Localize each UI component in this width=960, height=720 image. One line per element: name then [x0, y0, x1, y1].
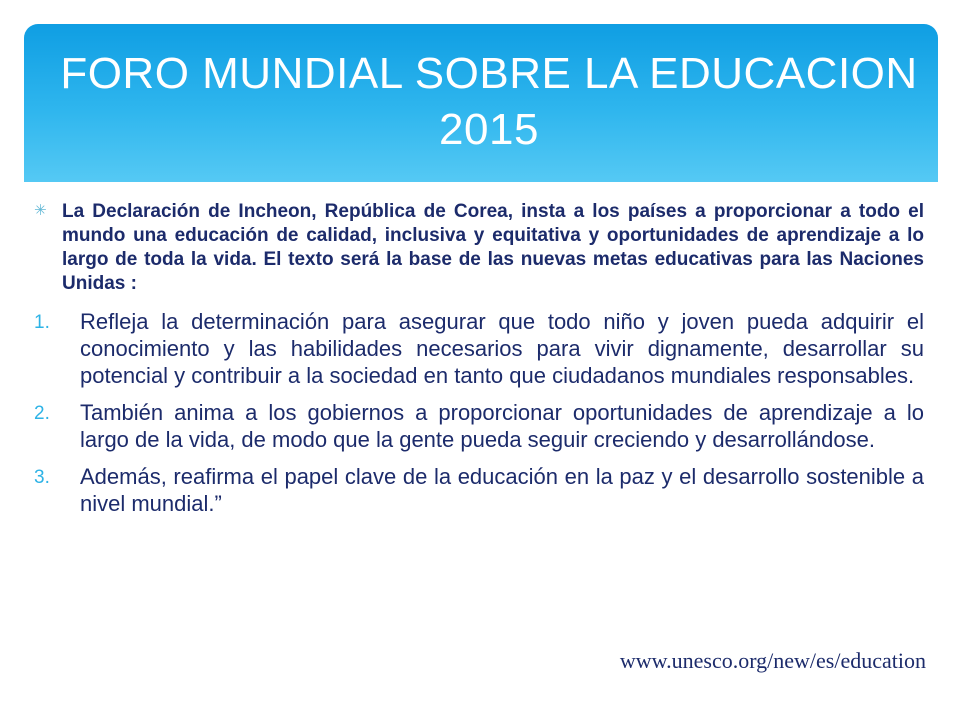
list-item [34, 399, 924, 453]
slide-content [34, 200, 924, 527]
list-item-text: También anima a los gobiernos a proporcionar oportunidades de aprendizaje a lo largo de la vida, de modo que la gente pueda seguir creciendo y desarrollándose. [80, 400, 924, 452]
asterisk-bullet-icon: ✳ [34, 202, 47, 219]
numbered-list [34, 308, 924, 517]
slide-title: FORO MUNDIAL SOBRE LA EDUCACION 2015 [60, 49, 918, 154]
list-item [34, 308, 924, 389]
list-item [34, 463, 924, 517]
list-item-number: 3. [34, 467, 50, 488]
list-item-number: 1. [34, 312, 50, 333]
intro-paragraph [34, 200, 924, 296]
list-item-number: 2. [34, 403, 50, 424]
source-url: www.unesco.org/new/es/education [619, 648, 926, 673]
list-item-text: Además, reafirma el papel clave de la educación en la paz y el desarrollo sostenible a nivel mundial.” [80, 464, 924, 516]
list-item-text: Refleja la determinación para asegurar que todo niño y joven pueda adquirir el conocimiento y las habilidades necesarios para vivir dignamente, desarrollar su potencial y contribuir a la sociedad en tanto que ciudadanos mundiales responsables. [80, 309, 924, 388]
intro-text: La Declaración de Incheon, República de Corea, insta a los países a proporcionar a todo el mundo una educación de calidad, inclusiva y equitativa y oportunidades de aprendizaje a lo largo de toda la vida. El texto será la base de las nuevas metas educativas para las Naciones Unidas : [62, 201, 924, 294]
